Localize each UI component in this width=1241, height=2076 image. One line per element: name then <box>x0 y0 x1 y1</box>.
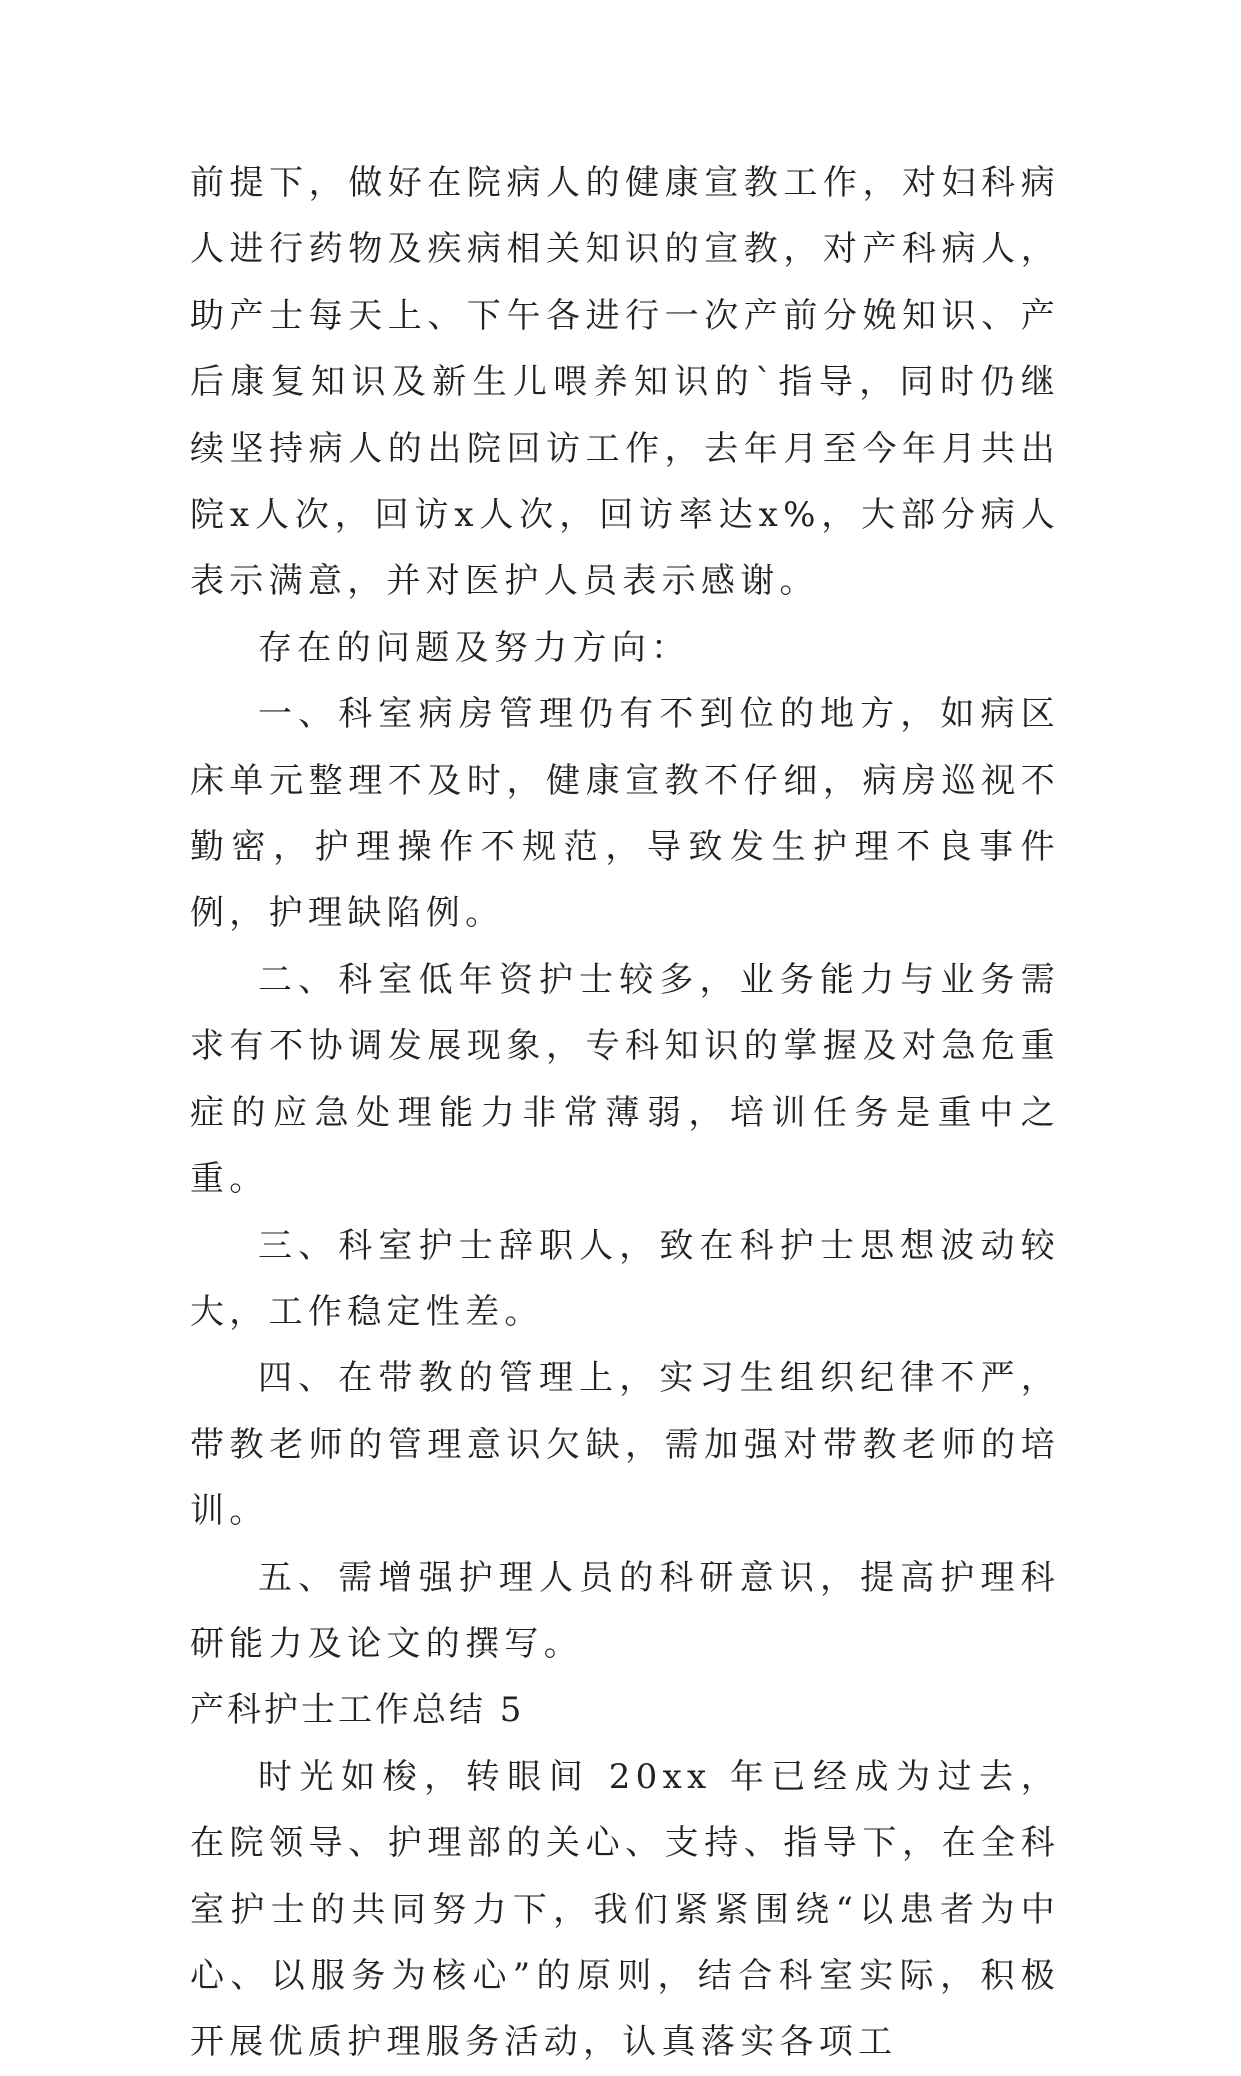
section-title: 产科护士工作总结 5 <box>190 1690 525 1731</box>
paragraph-health-education: 前提下，做好在院病人的健康宣教工作，对妇科病人进行药物及疾病相关知识的宣教，对产科病人，助产士每天上、下午各进行一次产前分娩知识、产后康复知识及新生儿喂养知识的`指导，同时仍继续坚持病人的出院回访工作，去年月至今年月共出院x人次，回访x人次，回访率达x%，大部分病人表示满意，并对医护人员表示感谢。 <box>190 163 1060 602</box>
paragraph-problem-2: 二、科室低年资护士较多，业务能力与业务需求有不协调发展现象，专科知识的掌握及对急危重症的应急处理能力非常薄弱，培训任务是重中之重。 <box>190 959 1060 1200</box>
paragraph-problem-5: 五、需增强护理人员的科研意识，提高护理科研能力及论文的撰写。 <box>190 1557 1060 1664</box>
document-page <box>190 150 1060 2076</box>
paragraph-problem-1: 一、科室病房管理仍有不到位的地方，如病区床单元整理不及时，健康宣教不仔细，病房巡视不勤密，护理操作不规范，导致发生护理不良事件例，护理缺陷例。 <box>190 694 1060 934</box>
paragraph-summary-intro: 时光如梭，转眼间 20xx 年已经成为过去，在院领导、护理部的关心、支持、指导下，在全科室护士的共同努力下，我们紧紧围绕“以患者为中心、以服务为核心”的原则，结合科室实际，积极开展优质护理服务活动，认真落实各项工 <box>190 1756 1060 2063</box>
paragraph-problem-4: 四、在带教的管理上，实习生组织纪律不严，带教老师的管理意识欠缺，需加强对带教老师的培训。 <box>190 1358 1060 1532</box>
paragraph-problems-heading: 存在的问题及努力方向： <box>258 627 691 668</box>
paragraph-problem-3: 三、科室护士辞职人，致在科护士思想波动较大，工作稳定性差。 <box>190 1225 1060 1332</box>
